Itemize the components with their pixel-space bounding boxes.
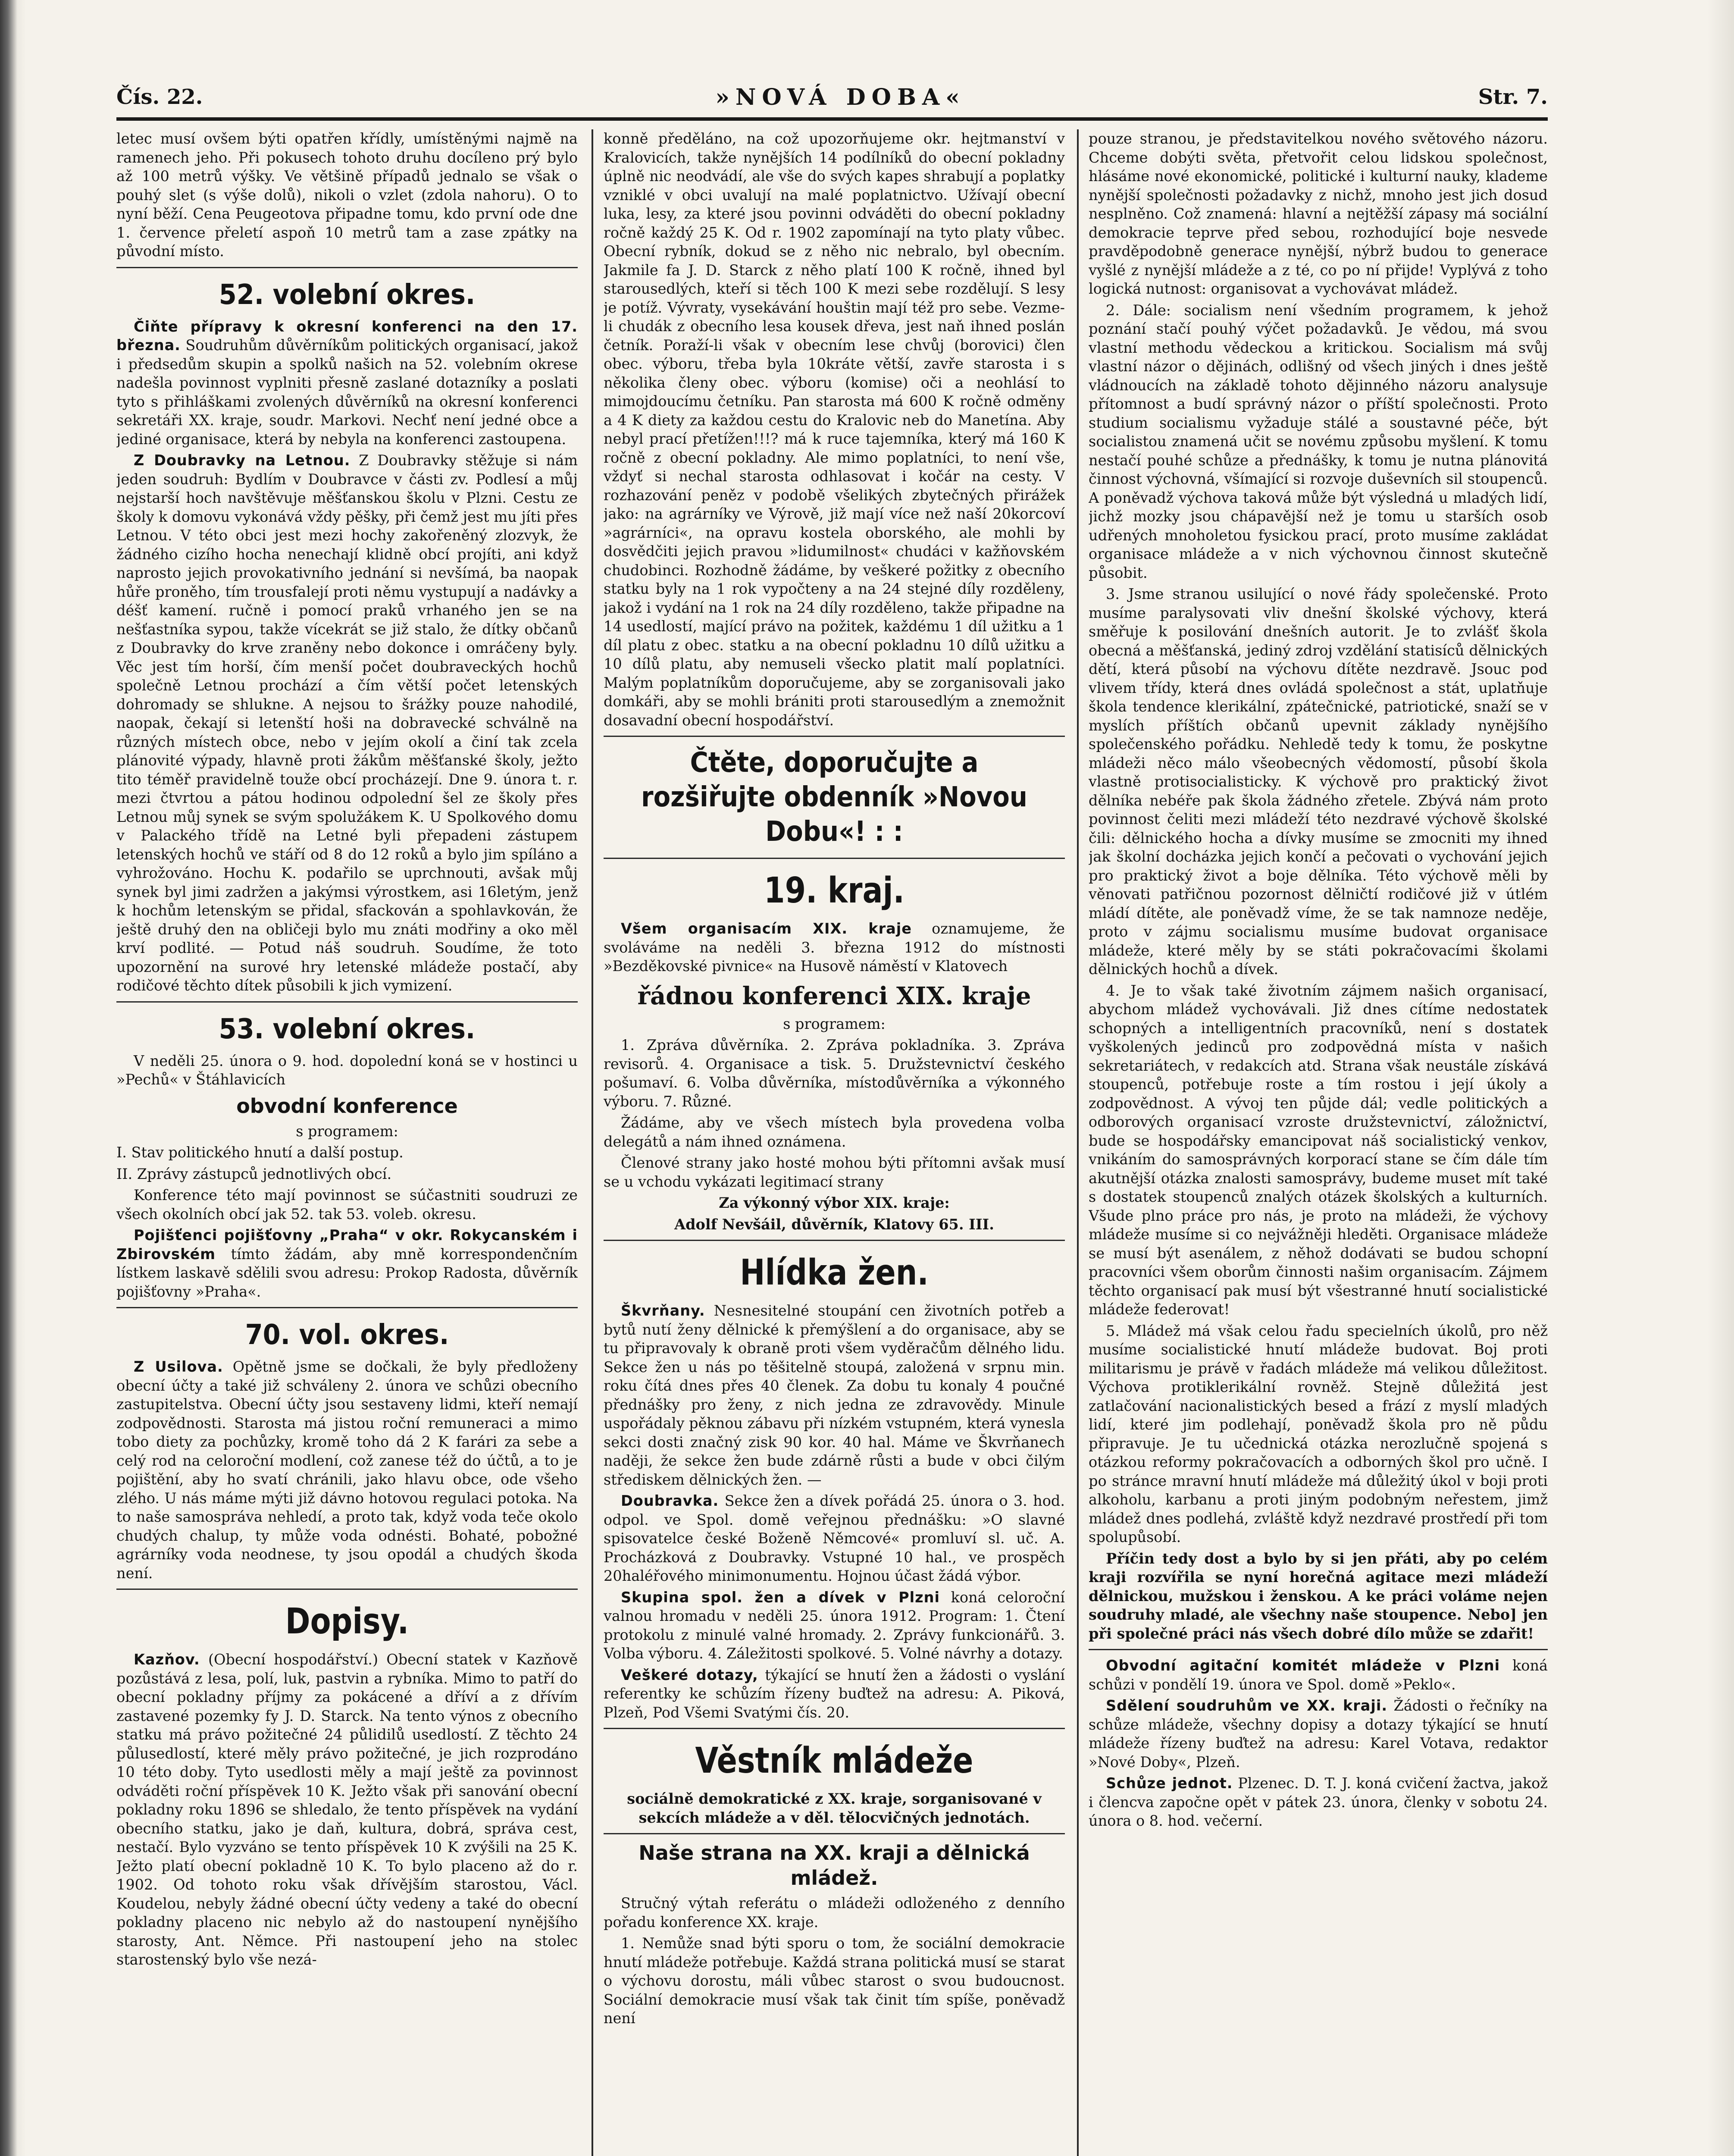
notice-meetings	[1089, 1774, 1548, 1830]
section-heading-53: 53. volební okres.	[219, 1013, 476, 1045]
page-header	[116, 78, 1548, 116]
section-rule	[1089, 1649, 1548, 1650]
conference-title: obvodní konference	[236, 1094, 458, 1118]
article-heading-youth: Naše strana na XX. kraji a dělnická mládež.	[639, 1841, 1030, 1890]
article-youth-point-2: 2. Dále: socialism není všedním programem, k jehož poznání stačí pouhý výčet požadavků. Je vědou, má svou vlastní methodu vědeckou a kritickou. Socialism má svůj vlastní názor o dějinách, odlišný od všech jiných i dnes ještě vládnoucích na základě tohoto dějinného názoru analysuje přítomnost a budí správný názor o příští společnosti. Proto studium socialismu vyžaduje stálé a soustavné péče, být socialistou znamená učit se novému způsobu myšlení. K tomu nestačí pouhé schůze a přednášky, k tomu je nutna plánovitá činnost výchovná, všímající si rozvoje duševních sil stoupenců. A poněvadž výchova taková může být výsledná u mladých lidí, jichž mozky jsou chápavější než je tomu u starších osob udřených mnoholetou fysickou prací, proto musíme zakládat organisace mládeže a v nich výchovnou činnost skutečně působit.	[1089, 301, 1548, 581]
program-19-list: 1. Zpráva důvěrníka. 2. Zpráva pokladníka. 3. Zpráva revisorů. 4. Organisace a tisk. 5. Družstevnictví českého pošumaví. 6. Volba důvěrníka, místodůvěrníka a výkonného výboru. 7. Různé.	[604, 1037, 1065, 1110]
notice-inquiries	[604, 1666, 1065, 1722]
notice-group-plzen	[604, 1588, 1065, 1663]
section-rule	[604, 1833, 1065, 1834]
section-heading-youth: Věstník mládeže	[695, 1740, 973, 1781]
section-rule	[604, 736, 1065, 737]
section-heading-52: 52. volební okres.	[219, 279, 476, 311]
section-rule	[116, 1001, 578, 1003]
page-number: Str. 7.	[1478, 85, 1548, 109]
article-youth-continued: pouze stranou, je představitelkou nového světového názoru. Chceme dobýti světa, přetvořit celou lidskou společnost, hlásáme nové ekonomické, politické i kulturní nauky, klademe nynější společnosti požadavky z nichž, mnoho jest jich dosud nesplněno. Což znamená: hlavní a nejtěžší zápasy má sociální demokracie teprve před sebou, rozhodující boje nesvede pravděpodobně generace nynější, nýbrž budou to generace vyšlé z nynější mládeže a z té, co po ní přijde! Vyplývá z toho logická nutnost: organisovat a vychovávat mládež.	[1089, 130, 1548, 297]
header-rule	[116, 117, 1548, 121]
article-youth-point-5: 5. Mládež má však celou řadu specielních úkolů, pro něž musíme socialistické hnutí mládeže budovat. Boj proti militarismu je právě v řadách mládeže má velikou důležitost. Výchova protiklerikální rovněž. Stejně důležitá jest zatlačování nacionalistických besed a frází z myslí mladých lidí, které jim podlehají, poněvadž škola pro ně půdu připravuje. Je tu učednická otázka nerozlučně spojená s otázkou reformy pokračovacích a odborných škol pro učně. I po stránce mravní hnutí mládeže má důležitý úkol v boji proti alkoholu, karbanu a proti jiným podobným neřestem, jimž mládež dnes podlehá, zvláště když nezdravé prostředí při tom spolupůsobí.	[1089, 1322, 1548, 1545]
notice-doubravka-women	[604, 1492, 1065, 1586]
program-item-1: I. Stav politického hnutí a další postup.	[116, 1144, 404, 1161]
column-1	[116, 129, 578, 2156]
section-rule	[116, 1589, 578, 1590]
notice-skvrnany	[604, 1301, 1065, 1489]
notice-52-body: Soudruhům důvěrníkům politických organisací, jakož i předsedům skupin a spolků našich na 52. volebním okrese nadešla povinnost vyplniti přesně zaslané dotazníky a poslati tyto s přihláškami zvolených důvěrníků na okresní konferenci sekretáři XX. kraje, soudr. Markovi. Nechť není jedné obce a jediné organisace, která by nebyla na konferenci zastoupena.	[116, 337, 578, 448]
program-label: s programem:	[296, 1122, 398, 1140]
section-rule	[604, 858, 1065, 859]
notice-usilov-body: Opětně jsme se dočkali, že byly předloženy obecní účty a také již schváleny 2. února ve schůzi obecního zastupitelstva. Obecní účty jsou sestaveny lidmi, kteří nemají zodpovědnosti. Starosta má jistou roční remuneraci a mimo tobo diety za pochůzky, kromě toho dá 2 K farári za sebe a celý rod na celoroční modlení, což zanese též do účtů, a to je pojištění, aby ho svatí chránili, jako hlavu obce, ode všeho zlého. U nás máme mýti již dávno hotovou regulaci potoka. Na to naše samospráva nehledí, a proto tak, když voda teče okolo chudých chalup, ty může voda odnésti. Bohaté, pobožné agrárníky voda neodnese, ty jsou opodál a chudých škoda není.	[116, 1358, 578, 1582]
notice-comrades-body: Žádosti o řečníky na schůze mládeže, všechny dopisy a dotazy týkající se hnutí mládeže řízeny buďtež na adresu: Karel Votava, redaktor »Nové Doby«, Plzeň.	[1089, 1697, 1548, 1771]
article-continuation: letec musí ovšem býti opatřen křídly, umístěnými najmě na ramenech jeho. Při pokusech tohoto druhu docíleno prý bylo až 100 metrů výšky. Ve většině případů jednalo se však o pouhý slet (s výše dolů), nikoli o vzlet (zdola nahoru). O to nyní běží. Cena Peugeotova připadne tomu, kdo první ode dne 1. července přeletí aspoň 10 metrů tam a zase zpátky na původní místo.	[116, 130, 578, 260]
notice-53: V neděli 25. února o 9. hod. dopolední koná se v hostinci u »Pechů« v Štáhlavicích	[116, 1052, 578, 1088]
program-item-2: II. Zprávy zástupců jednotlivých obcí.	[116, 1165, 392, 1182]
notice-19-a: Žádáme, aby ve všech místech byla provedena volba delegátů a nám ihned oznámena.	[604, 1114, 1065, 1150]
letter-kaznov-body: (Obecní hospodářství.) Obecní statek v Kazňově pozůstává z lesa, polí, luk, pastvin a rybníka. Mimo to patří do obecní pokladny příjmy za pokácené a dříví a z dřívím zastavené pozemky fy J. D. Starck. Na tento výnos z obecního statku má právo požitečné 24 půlidilů usedlostí. Z těchto 24 půlusedlostí, které měly právo požitečné, je jich rozprodáno 10 této doby. Tyto usedlosti měly a mají ještě za povinnost odváděti roční příspěvek 10 K. Ježto však při sanování obecní pokladny roku 1896 se shledalo, že tento příspěvek na vydání obecního statku, jako je daň, kultura, dobrá, správa cest, nestačí. Bylo vyzváno se tento příspěvek 10 K zvýšili na 25 K. Ježto platí obecní pokladně 10 K. To bylo placeno až do r. 1902. Od tohoto roku však dřívějším starostou, Václ. Koudelou, nebyly žádné obecní účty vedeny a také do obecní pokladny placeno nic nebylo až do nastoupení nynějšího starosty, Ant. Němce. Při nastoupení jeho na stolec starostenský bylo vše nezá-	[116, 1651, 578, 1968]
notice-usilov-lead: Z Usilova.	[134, 1358, 223, 1375]
notice-insurance	[116, 1226, 578, 1301]
notice-agitation	[1089, 1656, 1548, 1694]
notice-19-lead: Všem organisacím XIX. kraje	[621, 920, 912, 937]
article-youth-point-3: 3. Jsme stranou usilující o nové řády společenské. Proto musíme paralysovati vliv dnešní školské výchovy, která směřuje k posilování dnešních autorit. Je to zvlášť škola obecná a měšťanská, jediný zdroj vzdělání statisíců dělnických dětí, která působí na výchovu dítěte nezdravě. Jsouc pod vlivem třídy, která dnes ovládá společnost a stát, uplatňuje škola tendence klerikální, zpátečnické, patriotické, snaží se v myslích příštích občanů upevnit základy nynějšího společenského pořádku. Nehledě tedy k tomu, že poskytne mládeži něco málo všeobecných vědomostí, působí škola vlastně protisocialisticky. K výchově pro praktický život dělníka nebéře pak škola žádného zřetele. Zbývá nám proto povinnost čeliti mezi mládeží této nezdravé výchově školské čili: dělnického hocha a dívky musíme se zmocniti my ihned jak školní docházka jejich končí a pečovati o vychování jejich pro praktický život a boje dělníka. Této výchově měli by věnovati patřičnou pozornost dělničtí rodičové již v útlém mládí dítěte, ale poněvadž víme, že se tak namnoze neděje, proto v zájmu socialismu musíme budovat organisace mládeže, které měly by se státi pokračovacími školami dělnických hochů a dívek.	[1089, 586, 1548, 978]
notice-insurance-lead: Pojišťenci pojišťovny „Praha“ v okr. Rokycanském i Zbirovském	[116, 1227, 578, 1263]
program-19-label: s programem:	[783, 1015, 886, 1032]
notice-comrades	[1089, 1696, 1548, 1771]
notice-usilov	[116, 1357, 578, 1583]
section-heading-19-kraj: 19. kraj.	[764, 870, 905, 911]
notice-doubravka-women-lead: Doubravka.	[621, 1492, 719, 1509]
signature-committee: Za výkonný výbor XIX. kraje:	[719, 1194, 950, 1211]
column-3	[1089, 129, 1548, 2156]
article-youth-conclusion: Příčin tedy dost a bylo by si jen přáti, aby po celém kraji rozvířila se nyní horečná agitace mezi mládeží dělnickou, mužskou i ženskou. A ke práci voláme nejen soudruhy mladé, ale všechny naše stoupence. Nebo] jen při společné práci nás všech dobré dílo může se zdařit!	[1089, 1550, 1548, 1642]
notice-comrades-lead: Sdělení soudruhům ve XX. kraji.	[1106, 1697, 1388, 1714]
conference-19-title: řádnou konferenci XIX. kraje	[637, 981, 1031, 1010]
article-youth-point-4: 4. Je to však také životním zájmem našich organisací, abychom mládež vychovávali. Již dnes cítíme nedostatek schopných a intelligentních pracovníků, není s dostatek vyškolených jedinců pro zodpovědná místa v našich sekretariátech, v redakcích atd. Strana však neustále získává stoupenců, potřebuje roste a tím rostou i její úkoly a zodpovědnost. A vývoj ten půjde dál; vedle politických a odborových organisací vzroste družstevnictví, záložnictví, bude se hospodářsky emancipovat náš socialistický venkov, vnikáním do samosprávných korporací stane se čím dále tím akutnější otázka znalosti samosprávy, budeme muset mít také s dostatek stoupenců znalých otázek školských a kulturních. Všude plno práce pro nás, je proto na mládeži, že výchovy mládeže musíme si co nejvážněji hleděti. Organisace mládeže se musí být asenálem, z něhož dodávati se budou schopní pracovníci všem oborům činnosti našim organisacím. Zájmem těchto organisací pak musí být všestranné hnutí socialistické mládeže federovat!	[1089, 982, 1548, 1318]
notice-52	[116, 317, 578, 449]
notice-skvrnany-lead: Škvrňany.	[621, 1302, 705, 1319]
notice-skvrnany-body: Nesnesitelné stoupání cen životních potřeb a bytů nutí ženy dělnické k přemýšlení a do organisace, aby se tu připravovaly k obraně proti všem vyděračům dělného lidu. Sekce žen u nás po těšitelně stoupá, založená v srpnu min. roku čítá dnes přes 40 členek. Za dobu tu konaly 4 poučné přednášky pro ženy, z nich jedna ze zdravovědy. Minule uspořádaly pěknou zábavu při nízkém vstupném, která vynesla sekci dosti značný zisk 90 kor. 40 hal. Máme ve Škvrňanech naději, že sekce žen bude zdárně růsti a bude v obci čilým střediskem dělnických žen. —	[604, 1302, 1065, 1488]
letter-kaznov-continued: konně předěláno, na což upozorňujeme okr. hejtmanství v Kralovicích, takže nynějších 14 podílníků do obecní pokladny úplně nic neodvádí, ale vše do svých kapes shrabují a poplatky vzniklé v obci uvalují na malé poplatnictvo. Užívají obecní luka, lesy, za které jsou povinni odváděti do obecní pokladny ročně každý 25 K. Od r. 1902 zapomínají na tyto platy vůbec. Obecní rybník, dokud se z něho nic nebralo, byl obecním. Jakmile fa J. D. Starck z něho platí 100 K ročně, ihned byl starousedlých, kteří si těch 100 K mezi sebe rozdělují. S lesy je potíž. Vývraty, vysekávání houštin mají též pro sebe. Vezme-li chudák z obecního lesa kousek dřeva, jest naň ihned poslán četník. Poraží-li však v obecním lese chvůj (borovici) člen obec. výboru, třeba byla 10kráte větší, zavře starosta i s několika členy obec. výboru (komise) oči a neohlásí to mimojdoucímu četníku. Pan starosta má 600 K ročně odměny a 4 K diety za každou cestu do Kralovic neb do Manetína. Aby nebyl prací přetížen!!!? má k ruce tajemníka, který má 160 K ročně z obecní pokladny. Ale mimo poplatníci, to není vše, vždyť si nechal starosta odhlasovat i kočár na cesty. V rozhazování peněz v podobě všelikých zbytečných přirážek jako: na agrárníky ve Výrově, již mají více než naší 20korcoví »agrárníci«, na opravu kostela oborského, ale mohli by dosvědčiti jejich pravou »lidumilnost« chudáci v kažňovském chudobinci. Rozhodně žádáme, by veškeré požitky z obecního statku byly na 1 rok vypočteny a na 24 stejné díly rozděleny, jakož i vydání na 1 rok na 24 díly rozděleno, takže připadne na 14 usedlostí, mající právo na požitek, každému 1 díl užitku a 1 díl platu z obec. statku a na obecní pokladnu 10 dílů užitku a 10 dílů platu, aby nemuseli všecko platit malí poplatníci. Malým poplatníkům doporučujeme, aby se zorganisovali jako domkáři, aby se mohli brániti proti starousedlým a znemožnit dosavadní obecní hospodářství.	[604, 130, 1065, 729]
issue-number: Čís. 22.	[116, 85, 203, 109]
article-youth-intro: Stručný výtah referátu o mládeži odloženého z denního pořadu konference XX. kraje.	[604, 1895, 1065, 1930]
notice-52-lead: Čiňte přípravy k okresní konferenci na den 17. března.	[116, 318, 578, 354]
notice-meetings-lead: Schůze jednot.	[1106, 1775, 1233, 1792]
notice-doubravka-women-body: Sekce žen a dívek pořádá 25. února o 3. hod. odpol. ve Spol. domě veřejnou přednášku: »O slavné spisovatelce české Boženě Němcové« promluví sl. uč. A. Procházková z Doubravky. Vstupné 10 hal., ve prospěch 20haléřového minimonumentu. Hojnou účast žádá výbor.	[604, 1492, 1065, 1584]
column-divider-1	[592, 129, 593, 2156]
section-rule	[116, 1307, 578, 1308]
letter-kaznov	[116, 1650, 578, 1969]
notice-inquiries-lead: Veškeré dotazy,	[621, 1666, 758, 1683]
notice-insurance-body: tímto žádám, aby mně korrespondenčním lístkem laskavě sdělili svou adresu: Prokop Radosta, důvěrník pojišťovny »Praha«.	[116, 1245, 578, 1300]
youth-subtitle: sociálně demokratické z XX. kraje, sorganisované v sekcích mládeže a v děl. tělocvičných jednotách.	[627, 1790, 1042, 1826]
notice-group-plzen-lead: Skupina spol. žen a dívek v Plzni	[621, 1589, 940, 1606]
notice-doubravka-body: Z Doubravky stěžuje si nám jeden soudruh: Bydlím v Doubravce v části zv. Podlesí a můj nejstarší hoch navštěvuje měšťanskou školu v Plzni. Cestu ze školy k domovu vykonává vždy pěšky, při čemž jest mu jíti přes Letnou. V této obci jest mezi hochy zakořeněný zlozvyk, že žádného cizího hocha nenechají klidně obcí projíti, ani když naprosto jejich provokativního jednání si nevšímá, ba naopak hůře proněho, tím trousfalejí proti němu vystupují a nadávky a déšť kamení. ručně i pomocí praků vrhaného jen se na nešťastníka sypou, takže vícekrát se již stalo, že dítky občanů z Doubravky do krve zraněny nebo dokonce i omráčeny byly. Věc jest tím horší, čím menší počet doubraveckých hochů společně Letnou prochází a čím větší počet letenských dohromady se shlukne. A nejsou to šrážky pouze nahodilé, naopak, čekají si letenští hoši na dobravecké schválně na různých místech obce, nebo v jejím okolí a činí tak zcela plánovité výpady, hlavně proti žákům měšťanské školy, ježto tito téměř pravidelně touže obcí procházejí. Dne 9. února t. r. mezi čtvrtou a pátou hodinou odpolední šel ze školy přes Letnou můj synek se svým spolužákem K. U Spolkového domu v Palackého třídě na Letné byli přepadeni zástupem letenských hochů ve stáří od 8 do 12 roků a bylo jim spíláno a vyhrožováno. Hochu K. podařilo se uprchnouti, avšak můj synek byl jimi zadržen a jakýmsi výrostkem, asi 16letým, jenž k hochům letenským se přidal, sfackován a spohlavkován, že ještě druhý den na obličeji bylo mu znáti modřiny a oko měl krví podlité. — Potud náš soudruh. Soudíme, že toto upozornění na surové hry letenské mládeže postačí, aby rodičové těchto dítek působili k jich vymizení.	[116, 452, 578, 994]
notice-group-plzen-body: koná celoroční valnou hromadu v neděli 25. února 1912. Program: 1. Čtení protokolu z minulé valné hromady. 2. Zprávy funkcionářů. 3. Volba výboru. 4. Záležitosti spolkové. 5. Volné návrhy a dotazy.	[604, 1589, 1065, 1662]
notice-meetings-body: Plzenec. D. T. J. koná cvičení žactva, jakož i člencva započne opět v pátek 23. února, členky v sobotu 24. února o 8. hod. večerní.	[1089, 1775, 1548, 1829]
article-youth-point-1: 1. Nemůže snad býti sporu o tom, že sociální demokracie hnutí mládeže potřebuje. Každá strana politická musí se starat o výchovu dorostu, máli vůbec starost o svou budoucnost. Sociální demokracie musí však tak činit tím spíše, poněvadž není	[604, 1935, 1065, 2027]
promo-banner: Čtěte, doporučujte a rozšiřujte obdenník »Novou Dobu«! : :	[641, 747, 1027, 848]
section-heading-women: Hlídka žen.	[740, 1252, 929, 1293]
signature-name: Adolf Nevšáil, důvěrník, Klatovy 65. III.	[674, 1216, 994, 1233]
masthead-title: »NOVÁ DOBA«	[715, 84, 966, 110]
section-rule	[604, 1728, 1065, 1729]
notice-19	[604, 919, 1065, 976]
notice-doubravka	[116, 451, 578, 995]
notice-inquiries-body: týkající se hnutí žen a žádosti o vyslání referentky ke schůzím řízeny buďtež na adresu: A. Piková, Plzeň, Pod Všemi Svatými čís. 20.	[604, 1666, 1065, 1721]
column-divider-2	[1077, 129, 1079, 2156]
notice-53-end: Konference této mají povinnost se súčastniti soudruzi ze všech okolních obcí jak 52. tak 53. voleb. okresu.	[116, 1187, 578, 1222]
section-rule	[604, 1240, 1065, 1241]
section-heading-letters: Dopisy.	[285, 1601, 409, 1642]
notice-agitation-body: koná schůzi v pondělí 19. února ve Spol. domě »Peklo«.	[1089, 1657, 1548, 1693]
notice-19-b: Členové strany jako hosté mohou býti přítomni avšak musí se u vchodu vykázati legitimací strany	[604, 1154, 1065, 1190]
notice-doubravka-lead: Z Doubravky na Letnou.	[134, 452, 351, 469]
section-heading-70: 70. vol. okres.	[245, 1319, 449, 1351]
notice-agitation-lead: Obvodní agitační komitét mládeže v Plzni	[1106, 1657, 1500, 1674]
section-rule	[116, 267, 578, 268]
column-2	[604, 129, 1065, 2156]
letter-kaznov-lead: Kazňov.	[134, 1651, 200, 1668]
notice-19-body: oznamujeme, že svoláváme na neděli 3. března 1912 do místnosti »Bezděkovské pivnice« na Husově náměstí v Klatovech	[604, 920, 1065, 975]
